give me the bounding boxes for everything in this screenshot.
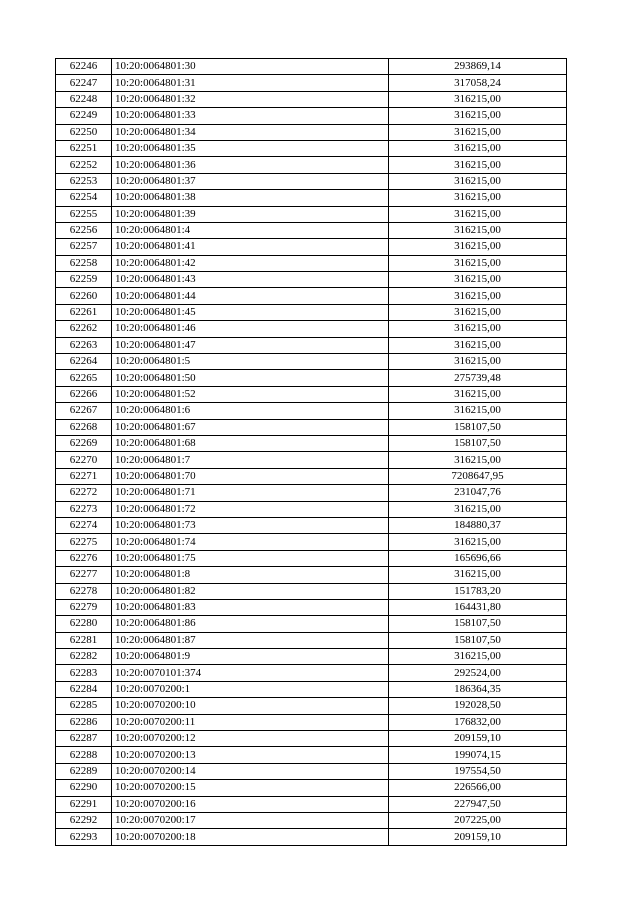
cadastral-value-cell: 316215,00 xyxy=(389,108,567,124)
row-number-cell: 62258 xyxy=(56,255,112,271)
cadastral-value-cell: 316215,00 xyxy=(389,649,567,665)
table-row xyxy=(56,550,567,566)
cadastral-number-cell: 10:20:0064801:9 xyxy=(112,649,389,665)
cadastral-number-cell: 10:20:0064801:87 xyxy=(112,632,389,648)
table-row xyxy=(56,501,567,517)
cadastral-number-cell: 10:20:0064801:75 xyxy=(112,550,389,566)
table-row xyxy=(56,714,567,730)
cadastral-value-cell: 158107,50 xyxy=(389,435,567,451)
cadastral-value-cell: 207225,00 xyxy=(389,812,567,828)
row-number-cell: 62289 xyxy=(56,763,112,779)
cadastral-number-cell: 10:20:0064801:67 xyxy=(112,419,389,435)
table-row xyxy=(56,354,567,370)
cadastral-value-cell: 292524,00 xyxy=(389,665,567,681)
table-row xyxy=(56,763,567,779)
cadastral-number-cell: 10:20:0064801:47 xyxy=(112,337,389,353)
cadastral-value-table xyxy=(55,58,567,846)
cadastral-value-cell: 158107,50 xyxy=(389,616,567,632)
cadastral-number-cell: 10:20:0070200:11 xyxy=(112,714,389,730)
row-number-cell: 62281 xyxy=(56,632,112,648)
row-number-cell: 62287 xyxy=(56,731,112,747)
row-number-cell: 62284 xyxy=(56,681,112,697)
cadastral-number-cell: 10:20:0064801:42 xyxy=(112,255,389,271)
cadastral-value-cell: 316215,00 xyxy=(389,272,567,288)
cadastral-number-cell: 10:20:0064801:44 xyxy=(112,288,389,304)
table-row xyxy=(56,321,567,337)
cadastral-value-cell: 316215,00 xyxy=(389,386,567,402)
cadastral-number-cell: 10:20:0064801:33 xyxy=(112,108,389,124)
table-row xyxy=(56,403,567,419)
cadastral-number-cell: 10:20:0064801:41 xyxy=(112,239,389,255)
row-number-cell: 62261 xyxy=(56,304,112,320)
cadastral-number-cell: 10:20:0064801:70 xyxy=(112,468,389,484)
cadastral-number-cell: 10:20:0064801:35 xyxy=(112,140,389,156)
cadastral-value-cell: 158107,50 xyxy=(389,632,567,648)
table-row xyxy=(56,173,567,189)
table-row xyxy=(56,681,567,697)
row-number-cell: 62248 xyxy=(56,91,112,107)
cadastral-value-cell: 184880,37 xyxy=(389,517,567,533)
cadastral-value-cell: 316215,00 xyxy=(389,124,567,140)
cadastral-value-cell: 151783,20 xyxy=(389,583,567,599)
table-row xyxy=(56,255,567,271)
row-number-cell: 62256 xyxy=(56,222,112,238)
row-number-cell: 62264 xyxy=(56,354,112,370)
cadastral-value-cell: 316215,00 xyxy=(389,452,567,468)
row-number-cell: 62252 xyxy=(56,157,112,173)
cadastral-value-cell: 165696,66 xyxy=(389,550,567,566)
table-row xyxy=(56,239,567,255)
row-number-cell: 62274 xyxy=(56,517,112,533)
row-number-cell: 62291 xyxy=(56,796,112,812)
table-row xyxy=(56,747,567,763)
row-number-cell: 62279 xyxy=(56,599,112,615)
cadastral-number-cell: 10:20:0064801:72 xyxy=(112,501,389,517)
row-number-cell: 62286 xyxy=(56,714,112,730)
row-number-cell: 62273 xyxy=(56,501,112,517)
table-row xyxy=(56,583,567,599)
table-row xyxy=(56,337,567,353)
cadastral-number-cell: 10:20:0064801:7 xyxy=(112,452,389,468)
cadastral-value-cell: 316215,00 xyxy=(389,173,567,189)
row-number-cell: 62285 xyxy=(56,698,112,714)
cadastral-value-cell: 316215,00 xyxy=(389,354,567,370)
cadastral-value-cell: 275739,48 xyxy=(389,370,567,386)
cadastral-value-cell: 176832,00 xyxy=(389,714,567,730)
cadastral-value-cell: 316215,00 xyxy=(389,403,567,419)
cadastral-value-cell: 316215,00 xyxy=(389,534,567,550)
cadastral-number-cell: 10:20:0070200:13 xyxy=(112,747,389,763)
row-number-cell: 62246 xyxy=(56,59,112,75)
row-number-cell: 62280 xyxy=(56,616,112,632)
table-row xyxy=(56,731,567,747)
cadastral-number-cell: 10:20:0070200:10 xyxy=(112,698,389,714)
row-number-cell: 62276 xyxy=(56,550,112,566)
row-number-cell: 62278 xyxy=(56,583,112,599)
table-row xyxy=(56,304,567,320)
table-row xyxy=(56,140,567,156)
row-number-cell: 62266 xyxy=(56,386,112,402)
table-row xyxy=(56,222,567,238)
cadastral-number-cell: 10:20:0064801:30 xyxy=(112,59,389,75)
cadastral-value-cell: 316215,00 xyxy=(389,206,567,222)
cadastral-value-cell: 197554,50 xyxy=(389,763,567,779)
cadastral-number-cell: 10:20:0064801:31 xyxy=(112,75,389,91)
cadastral-value-cell: 316215,00 xyxy=(389,567,567,583)
cadastral-value-cell: 316215,00 xyxy=(389,321,567,337)
cadastral-value-cell: 231047,76 xyxy=(389,485,567,501)
row-number-cell: 62292 xyxy=(56,812,112,828)
row-number-cell: 62272 xyxy=(56,485,112,501)
cadastral-value-cell: 293869,14 xyxy=(389,59,567,75)
table-row xyxy=(56,108,567,124)
row-number-cell: 62288 xyxy=(56,747,112,763)
cadastral-number-cell: 10:20:0064801:83 xyxy=(112,599,389,615)
cadastral-number-cell: 10:20:0064801:43 xyxy=(112,272,389,288)
cadastral-value-cell: 316215,00 xyxy=(389,140,567,156)
cadastral-number-cell: 10:20:0064801:39 xyxy=(112,206,389,222)
cadastral-number-cell: 10:20:0064801:37 xyxy=(112,173,389,189)
table-row xyxy=(56,91,567,107)
cadastral-number-cell: 10:20:0070200:18 xyxy=(112,829,389,845)
cadastral-value-cell: 7208647,95 xyxy=(389,468,567,484)
cadastral-number-cell: 10:20:0064801:52 xyxy=(112,386,389,402)
cadastral-number-cell: 10:20:0064801:86 xyxy=(112,616,389,632)
cadastral-number-cell: 10:20:0070200:12 xyxy=(112,731,389,747)
cadastral-value-cell: 227947,50 xyxy=(389,796,567,812)
table-row xyxy=(56,59,567,75)
row-number-cell: 62259 xyxy=(56,272,112,288)
cadastral-value-cell: 316215,00 xyxy=(389,255,567,271)
table-row xyxy=(56,386,567,402)
row-number-cell: 62262 xyxy=(56,321,112,337)
row-number-cell: 62290 xyxy=(56,780,112,796)
cadastral-number-cell: 10:20:0070200:17 xyxy=(112,812,389,828)
table-row xyxy=(56,75,567,91)
cadastral-number-cell: 10:20:0070101:374 xyxy=(112,665,389,681)
row-number-cell: 62251 xyxy=(56,140,112,156)
cadastral-number-cell: 10:20:0064801:38 xyxy=(112,190,389,206)
table-row xyxy=(56,468,567,484)
table-row xyxy=(56,272,567,288)
table-row xyxy=(56,796,567,812)
cadastral-number-cell: 10:20:0064801:68 xyxy=(112,435,389,451)
row-number-cell: 62277 xyxy=(56,567,112,583)
table-row xyxy=(56,780,567,796)
row-number-cell: 62268 xyxy=(56,419,112,435)
cadastral-number-cell: 10:20:0064801:71 xyxy=(112,485,389,501)
cadastral-number-cell: 10:20:0070200:1 xyxy=(112,681,389,697)
table-row xyxy=(56,206,567,222)
table-row xyxy=(56,599,567,615)
cadastral-number-cell: 10:20:0064801:45 xyxy=(112,304,389,320)
cadastral-number-cell: 10:20:0064801:36 xyxy=(112,157,389,173)
row-number-cell: 62255 xyxy=(56,206,112,222)
cadastral-number-cell: 10:20:0070200:14 xyxy=(112,763,389,779)
table-row xyxy=(56,517,567,533)
cadastral-value-cell: 158107,50 xyxy=(389,419,567,435)
table-row xyxy=(56,812,567,828)
table-row xyxy=(56,419,567,435)
cadastral-number-cell: 10:20:0070200:16 xyxy=(112,796,389,812)
cadastral-number-cell: 10:20:0064801:6 xyxy=(112,403,389,419)
row-number-cell: 62250 xyxy=(56,124,112,140)
cadastral-number-cell: 10:20:0064801:82 xyxy=(112,583,389,599)
row-number-cell: 62275 xyxy=(56,534,112,550)
table-row xyxy=(56,485,567,501)
table-row xyxy=(56,829,567,845)
table-row xyxy=(56,698,567,714)
cadastral-number-cell: 10:20:0064801:4 xyxy=(112,222,389,238)
row-number-cell: 62263 xyxy=(56,337,112,353)
cadastral-number-cell: 10:20:0064801:34 xyxy=(112,124,389,140)
cadastral-number-cell: 10:20:0070200:15 xyxy=(112,780,389,796)
row-number-cell: 62247 xyxy=(56,75,112,91)
table-row xyxy=(56,157,567,173)
cadastral-value-cell: 317058,24 xyxy=(389,75,567,91)
cadastral-value-cell: 192028,50 xyxy=(389,698,567,714)
row-number-cell: 62269 xyxy=(56,435,112,451)
cadastral-number-cell: 10:20:0064801:50 xyxy=(112,370,389,386)
cadastral-value-cell: 316215,00 xyxy=(389,501,567,517)
row-number-cell: 62265 xyxy=(56,370,112,386)
table-row xyxy=(56,124,567,140)
table-row xyxy=(56,665,567,681)
table-row xyxy=(56,616,567,632)
cadastral-value-cell: 186364,35 xyxy=(389,681,567,697)
cadastral-value-cell: 316215,00 xyxy=(389,304,567,320)
row-number-cell: 62267 xyxy=(56,403,112,419)
row-number-cell: 62260 xyxy=(56,288,112,304)
cadastral-number-cell: 10:20:0064801:46 xyxy=(112,321,389,337)
row-number-cell: 62293 xyxy=(56,829,112,845)
cadastral-value-cell: 316215,00 xyxy=(389,239,567,255)
row-number-cell: 62282 xyxy=(56,649,112,665)
table-row xyxy=(56,534,567,550)
cadastral-value-cell: 316215,00 xyxy=(389,288,567,304)
cadastral-number-cell: 10:20:0064801:32 xyxy=(112,91,389,107)
cadastral-value-cell: 209159,10 xyxy=(389,731,567,747)
cadastral-number-cell: 10:20:0064801:8 xyxy=(112,567,389,583)
cadastral-value-cell: 316215,00 xyxy=(389,91,567,107)
cadastral-number-cell: 10:20:0064801:73 xyxy=(112,517,389,533)
row-number-cell: 62283 xyxy=(56,665,112,681)
table-row xyxy=(56,288,567,304)
table-row xyxy=(56,190,567,206)
row-number-cell: 62254 xyxy=(56,190,112,206)
table-row xyxy=(56,567,567,583)
cadastral-value-cell: 226566,00 xyxy=(389,780,567,796)
row-number-cell: 62271 xyxy=(56,468,112,484)
cadastral-value-cell: 316215,00 xyxy=(389,190,567,206)
cadastral-value-cell: 209159,10 xyxy=(389,829,567,845)
row-number-cell: 62249 xyxy=(56,108,112,124)
cadastral-number-cell: 10:20:0064801:74 xyxy=(112,534,389,550)
cadastral-value-cell: 316215,00 xyxy=(389,337,567,353)
row-number-cell: 62270 xyxy=(56,452,112,468)
cadastral-value-cell: 316215,00 xyxy=(389,157,567,173)
table-row xyxy=(56,649,567,665)
table-row xyxy=(56,370,567,386)
row-number-cell: 62257 xyxy=(56,239,112,255)
table-row xyxy=(56,632,567,648)
cadastral-value-cell: 316215,00 xyxy=(389,222,567,238)
cadastral-number-cell: 10:20:0064801:5 xyxy=(112,354,389,370)
table-body xyxy=(56,59,567,846)
row-number-cell: 62253 xyxy=(56,173,112,189)
table-row xyxy=(56,452,567,468)
cadastral-value-cell: 199074,15 xyxy=(389,747,567,763)
cadastral-value-cell: 164431,80 xyxy=(389,599,567,615)
table-row xyxy=(56,435,567,451)
